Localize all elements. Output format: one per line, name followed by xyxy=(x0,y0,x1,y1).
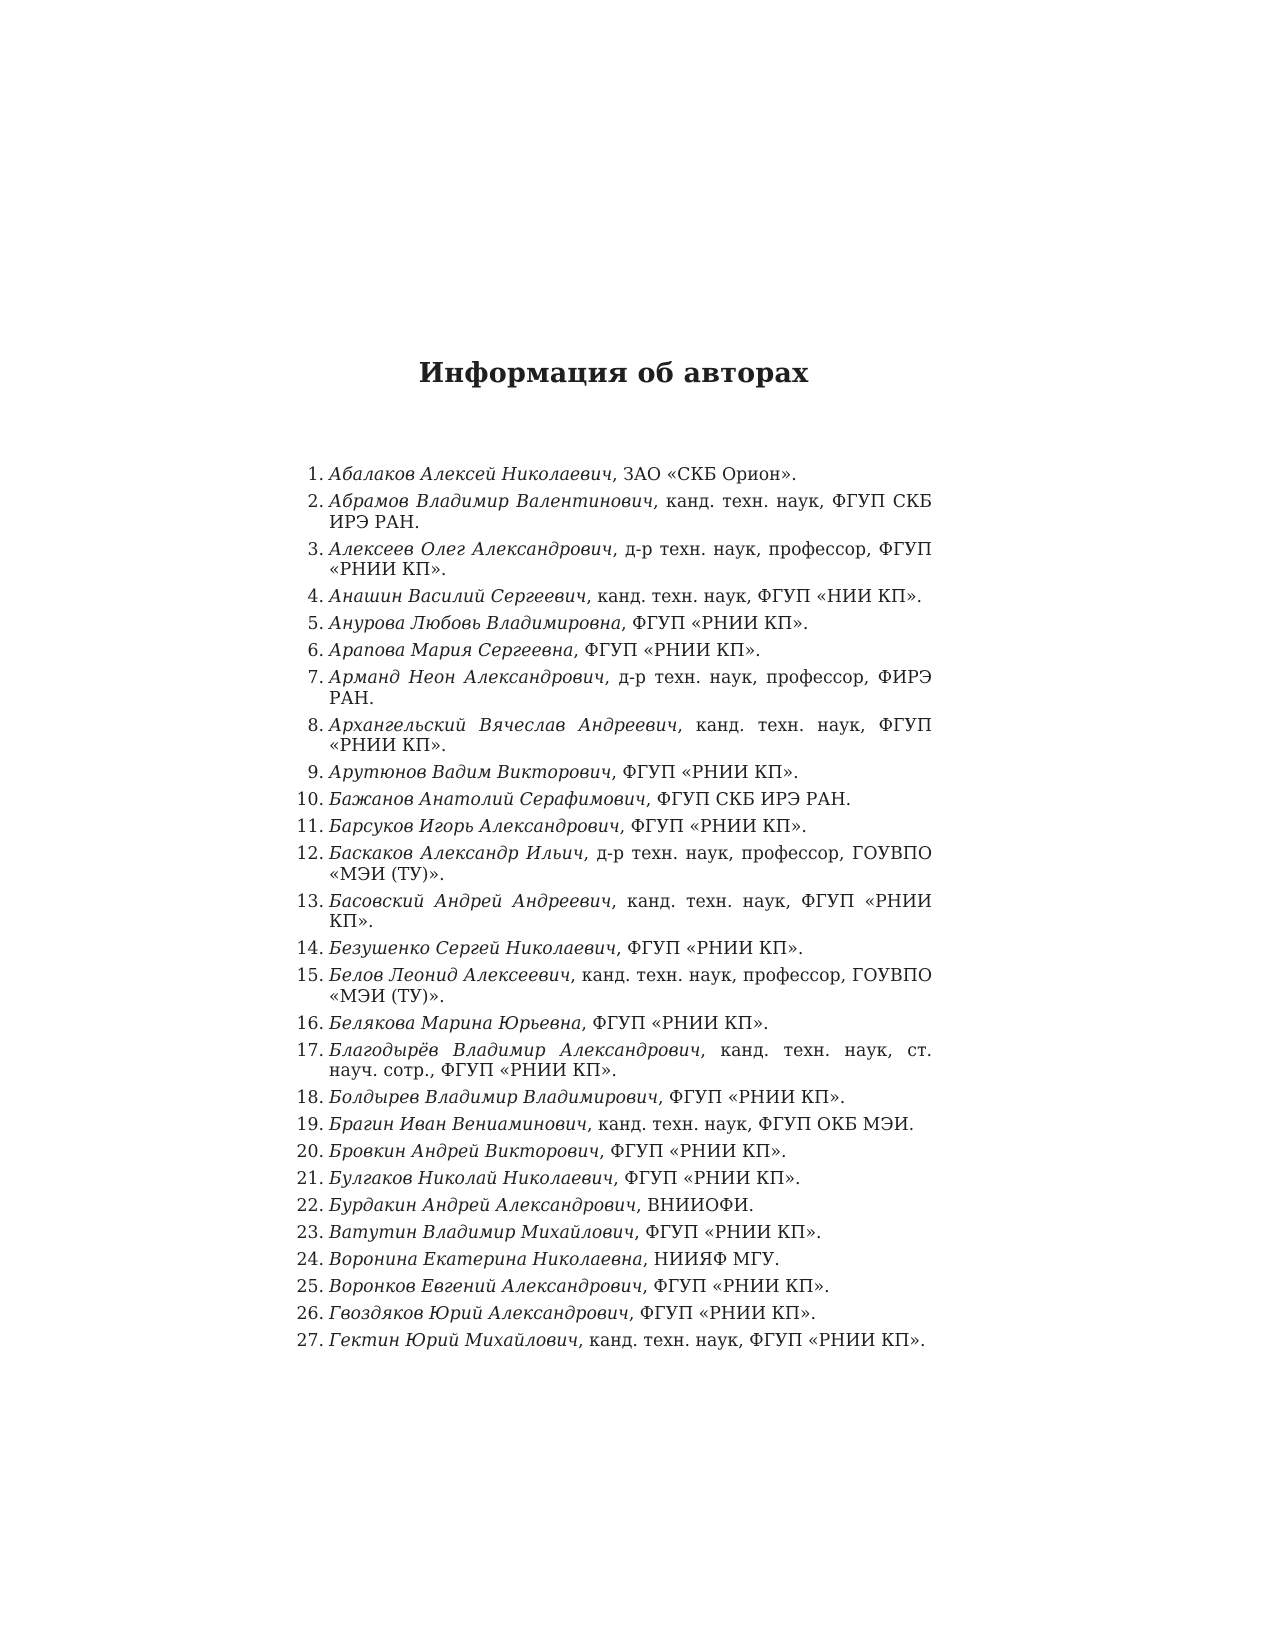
author-affiliation: , ФГУП «РНИИ КП». xyxy=(628,1304,817,1324)
entry-number: 25. xyxy=(296,1277,324,1297)
author-name: Булгаков Николай Николаевич xyxy=(329,1169,614,1189)
author-affiliation: , ФГУП «РНИИ КП». xyxy=(611,763,799,783)
authors-list xyxy=(292,465,932,1358)
author-affiliation: , ФГУП «РНИИ КП». xyxy=(619,817,807,837)
author-entry xyxy=(292,1250,932,1271)
author-entry xyxy=(292,844,932,885)
entry-number: 18. xyxy=(296,1088,324,1108)
author-entry xyxy=(292,763,932,784)
author-name: Гвоздяков Юрий Александрович xyxy=(329,1304,629,1324)
author-name: Безушенко Сергей Николаевич xyxy=(329,939,617,959)
author-entry xyxy=(292,1041,932,1082)
author-name: Белов Леонид Алексеевич xyxy=(329,966,571,986)
entry-number: 2. xyxy=(307,492,324,512)
entry-number: 12. xyxy=(296,844,324,864)
author-affiliation: , НИИЯФ МГУ. xyxy=(642,1250,780,1270)
entry-number: 15. xyxy=(296,966,324,986)
author-affiliation: , ФГУП «РНИИ КП». xyxy=(634,1223,822,1243)
author-entry xyxy=(292,614,932,635)
entry-number: 17. xyxy=(296,1040,324,1061)
author-entry xyxy=(292,790,932,811)
entry-number: 7. xyxy=(307,668,324,688)
entry-number: 11. xyxy=(296,817,324,837)
author-entry xyxy=(292,668,932,709)
author-name: Воронков Евгений Александрович xyxy=(329,1277,643,1297)
author-name: Абалаков Алексей Николаевич xyxy=(329,465,613,485)
author-affiliation: , ФГУП «РНИИ КП». xyxy=(613,1169,801,1189)
author-affiliation: , д-р техн. наук, профессор, ФИРЭ РАН. xyxy=(329,668,932,709)
author-entry xyxy=(292,892,932,933)
entry-number: 26. xyxy=(296,1304,324,1324)
author-entry xyxy=(292,540,932,581)
author-affiliation: , канд. техн. наук, ФГУП «РНИИ КП». xyxy=(329,891,932,932)
author-affiliation: , канд. техн. наук, ФГУП СКБ ИРЭ РАН. xyxy=(329,492,932,533)
author-name: Алексеев Олег Александрович xyxy=(329,539,613,560)
author-entry xyxy=(292,1277,932,1298)
author-entry xyxy=(292,939,932,960)
author-name: Арутюнов Вадим Викторович xyxy=(329,763,612,783)
author-entry xyxy=(292,1088,932,1109)
author-name: Арапова Мария Сергеевна xyxy=(329,641,574,661)
author-affiliation: , канд. техн. наук, ФГУП ОКБ МЭИ. xyxy=(587,1115,915,1135)
author-affiliation: , ФГУП СКБ ИРЭ РАН. xyxy=(645,790,852,810)
author-name: Бажанов Анатолий Серафимович xyxy=(329,790,646,810)
entry-number: 21. xyxy=(296,1169,324,1189)
author-name: Арманд Неон Александрович xyxy=(329,668,605,688)
author-entry xyxy=(292,1223,932,1244)
author-affiliation: , ФГУП «РНИИ КП». xyxy=(616,939,804,959)
author-entry xyxy=(292,641,932,662)
author-affiliation: , ФГУП «РНИИ КП». xyxy=(642,1277,830,1297)
entry-number: 13. xyxy=(296,891,324,912)
author-affiliation: , канд. техн. наук, профессор, ГОУВПО «МЭИ (ТУ)». xyxy=(329,966,932,1007)
author-entry xyxy=(292,492,932,533)
author-affiliation: , ЗАО «СКБ Орион». xyxy=(612,465,797,485)
author-name: Болдырев Владимир Владимирович xyxy=(329,1088,659,1108)
author-name: Воронина Екатерина Николаевна xyxy=(329,1250,643,1270)
entry-number: 23. xyxy=(296,1223,324,1243)
author-name: Благодырёв Владимир Александрович xyxy=(329,1040,701,1061)
author-affiliation: , ФГУП «РНИИ КП». xyxy=(658,1088,846,1108)
author-name: Барсуков Игорь Александрович xyxy=(329,817,620,837)
author-entry xyxy=(292,716,932,757)
author-affiliation: , д-р техн. наук, профессор, ФГУП «РНИИ КП». xyxy=(329,539,932,580)
author-name: Ватутин Владимир Михайлович xyxy=(329,1223,635,1243)
author-affiliation: , ФГУП «РНИИ КП». xyxy=(599,1142,787,1162)
author-affiliation: , канд. техн. наук, ФГУП «РНИИ КП». xyxy=(329,715,932,756)
author-name: Архангельский Вячеслав Андреевич xyxy=(329,715,678,736)
entry-number: 4. xyxy=(307,587,324,607)
author-affiliation: , ФГУП «РНИИ КП». xyxy=(573,641,761,661)
entry-number: 5. xyxy=(307,614,324,634)
author-name: Анашин Василий Сергеевич xyxy=(329,587,587,607)
entry-number: 22. xyxy=(296,1196,324,1216)
author-name: Басовский Андрей Андреевич xyxy=(329,891,612,912)
entry-number: 10. xyxy=(296,790,324,810)
author-entry xyxy=(292,966,932,1007)
author-entry xyxy=(292,1304,932,1325)
entry-number: 6. xyxy=(307,641,324,661)
author-name: Гектин Юрий Михайлович xyxy=(329,1331,579,1351)
author-entry xyxy=(292,587,932,608)
author-name: Бровкин Андрей Викторович xyxy=(329,1142,600,1162)
author-affiliation: , ФГУП «РНИИ КП». xyxy=(581,1013,769,1034)
entry-number: 1. xyxy=(307,465,324,485)
author-name: Брагин Иван Вениаминович xyxy=(329,1115,588,1135)
author-affiliation: , канд. техн. наук, ФГУП «РНИИ КП». xyxy=(578,1331,926,1351)
page-title: Информация об авторах xyxy=(418,358,809,389)
author-name: Анурова Любовь Владимировна xyxy=(329,614,622,634)
author-name: Бурдакин Андрей Александрович xyxy=(329,1196,637,1216)
entry-number: 16. xyxy=(296,1013,324,1034)
author-affiliation: , ФГУП «РНИИ КП». xyxy=(621,614,809,634)
entry-number: 27. xyxy=(296,1331,324,1351)
author-entry xyxy=(292,1014,932,1035)
author-affiliation: , канд. техн. наук, ст. науч. сотр., ФГУП «РНИИ КП». xyxy=(329,1040,932,1081)
entry-number: 9. xyxy=(307,763,324,783)
author-affiliation: , д-р техн. наук, профессор, ГОУВПО «МЭИ (ТУ)». xyxy=(329,844,933,885)
entry-number: 14. xyxy=(296,939,324,959)
author-affiliation: , канд. техн. наук, ФГУП «НИИ КП». xyxy=(586,587,923,607)
author-entry xyxy=(292,1169,932,1190)
entry-number: 8. xyxy=(307,715,324,736)
author-entry xyxy=(292,465,932,486)
author-entry xyxy=(292,1142,932,1163)
author-entry xyxy=(292,1196,932,1217)
entry-number: 3. xyxy=(307,539,324,560)
author-affiliation: , ВНИИОФИ. xyxy=(636,1196,755,1216)
author-name: Баскаков Александр Ильич xyxy=(329,844,584,864)
author-name: Белякова Марина Юрьевна xyxy=(329,1013,582,1034)
author-name: Абрамов Владимир Валентинович xyxy=(329,492,654,512)
entry-number: 19. xyxy=(296,1115,324,1135)
author-entry xyxy=(292,1115,932,1136)
entry-number: 24. xyxy=(296,1250,324,1270)
author-entry xyxy=(292,817,932,838)
entry-number: 20. xyxy=(296,1142,324,1162)
author-entry xyxy=(292,1331,932,1352)
